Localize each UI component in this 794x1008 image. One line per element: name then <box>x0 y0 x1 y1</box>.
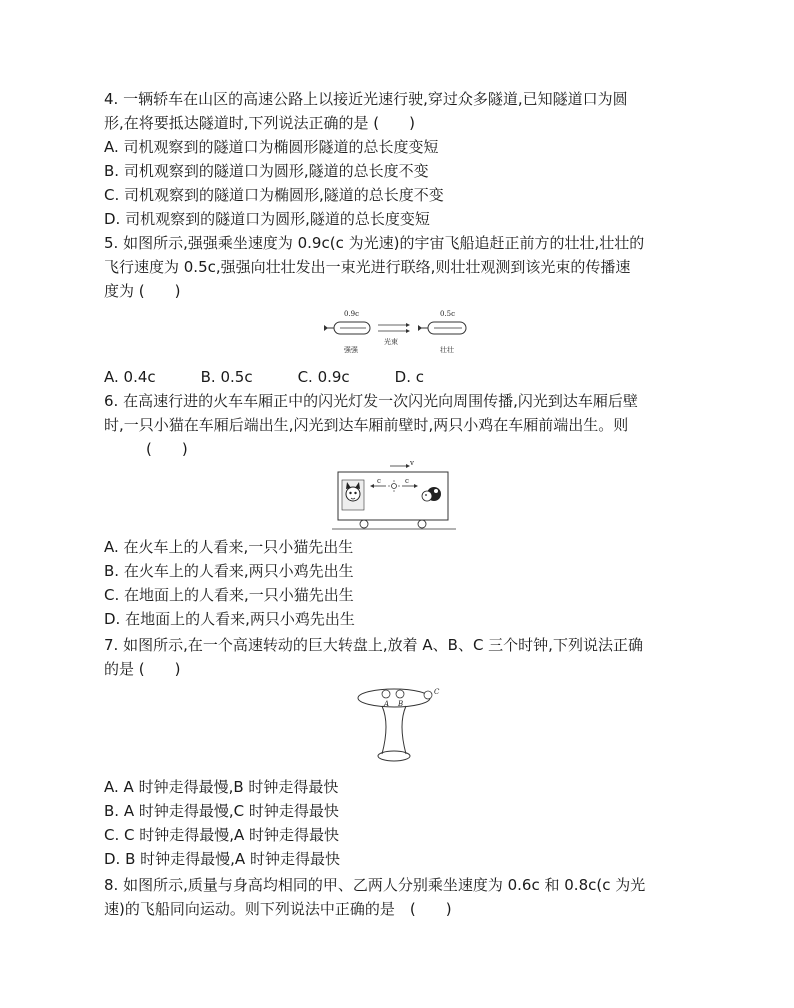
q4-option-b: B. 司机观察到的隧道口为圆形,隧道的总长度不变 <box>104 162 429 180</box>
q5-left-speed-label: 0.9c <box>344 310 360 318</box>
q7-figure-turntable <box>352 684 452 768</box>
q4-stem-line2: 形,在将要抵达隧道时,下列说法正确的是 ( ) <box>104 114 416 132</box>
q6-option-b: B. 在火车上的人看来,两只小鸡先出生 <box>104 562 354 580</box>
q4-option-c: C. 司机观察到的隧道口为椭圆形,隧道的总长度不变 <box>104 186 444 204</box>
q5-right-speed-label: 0.5c <box>440 310 456 318</box>
q6-stem-line2: 时,一只小猫在车厢后端出生,闪光到达车厢前壁时,两只小鸡在车厢前端出生。则 <box>104 416 629 434</box>
q7-option-d: D. B 时钟走得最慢,A 时钟走得最快 <box>104 850 340 868</box>
q8-stem-line1: 8. 如图所示,质量与身高均相同的甲、乙两人分别乘坐速度为 0.6c 和 0.8c(c 为光 <box>104 876 646 894</box>
q5-figure-spaceships <box>318 308 478 358</box>
q7-label-a: A <box>384 700 390 708</box>
q5-stem-line2: 飞行速度为 0.5c,强强向壮壮发出一束光进行联络,则壮壮观测到该光束的传播速 <box>104 258 631 276</box>
q4-stem-line1: 4. 一辆轿车在山区的高速公路上以接近光速行驶,穿过众多隧道,已知隧道口为圆 <box>104 90 628 108</box>
q6-c-left-label: c <box>377 477 381 485</box>
q6-stem-line1: 6. 在高速行进的火车车厢正中的闪光灯发一次闪光向周围传播,闪光到达车厢后壁 <box>104 392 638 410</box>
q5-options: A. 0.4c B. 0.5c C. 0.9c D. c <box>104 368 425 386</box>
q7-option-a: A. A 时钟走得最慢,B 时钟走得最快 <box>104 778 339 796</box>
q6-option-a: A. 在火车上的人看来,一只小猫先出生 <box>104 538 354 556</box>
q7-option-b: B. A 时钟走得最慢,C 时钟走得最快 <box>104 802 339 820</box>
q5-right-name-label: 壮壮 <box>440 346 454 354</box>
q8-stem-line2: 速)的飞船同向运动。则下列说法中正确的是 ( ) <box>104 900 452 918</box>
q6-v-label: v <box>410 459 414 467</box>
q6-option-c: C. 在地面上的人看来,一只小猫先出生 <box>104 586 354 604</box>
cat-icon <box>342 480 364 510</box>
q5-stem-line3: 度为 ( ) <box>104 282 181 300</box>
q7-stem-line1: 7. 如图所示,在一个高速转动的巨大转盘上,放着 A、B、C 三个时钟,下列说法正确 <box>104 636 643 654</box>
q5-stem-line1: 5. 如图所示,强强乘坐速度为 0.9c(c 为光速)的宇宙飞船追赶正前方的壮壮,壮壮的 <box>104 234 645 252</box>
q4-option-a: A. 司机观察到的隧道口为椭圆形隧道的总长度变短 <box>104 138 439 156</box>
q6-stem-line3: ( ) <box>146 440 188 458</box>
q6-figure-train <box>330 458 460 534</box>
q7-label-c: C <box>434 688 440 696</box>
q7-stem-line2: 的是 ( ) <box>104 660 181 678</box>
q5-beam-label: 光束 <box>384 338 398 346</box>
q4-option-d: D. 司机观察到的隧道口为圆形,隧道的总长度变短 <box>104 210 430 228</box>
q5-left-name-label: 强强 <box>344 346 358 354</box>
q6-option-d: D. 在地面上的人看来,两只小鸡先出生 <box>104 610 355 628</box>
chick-icon <box>422 487 441 501</box>
q7-option-c: C. C 时钟走得最慢,A 时钟走得最快 <box>104 826 340 844</box>
q6-c-right-label: c <box>405 477 409 485</box>
q7-label-b: B <box>398 700 404 708</box>
